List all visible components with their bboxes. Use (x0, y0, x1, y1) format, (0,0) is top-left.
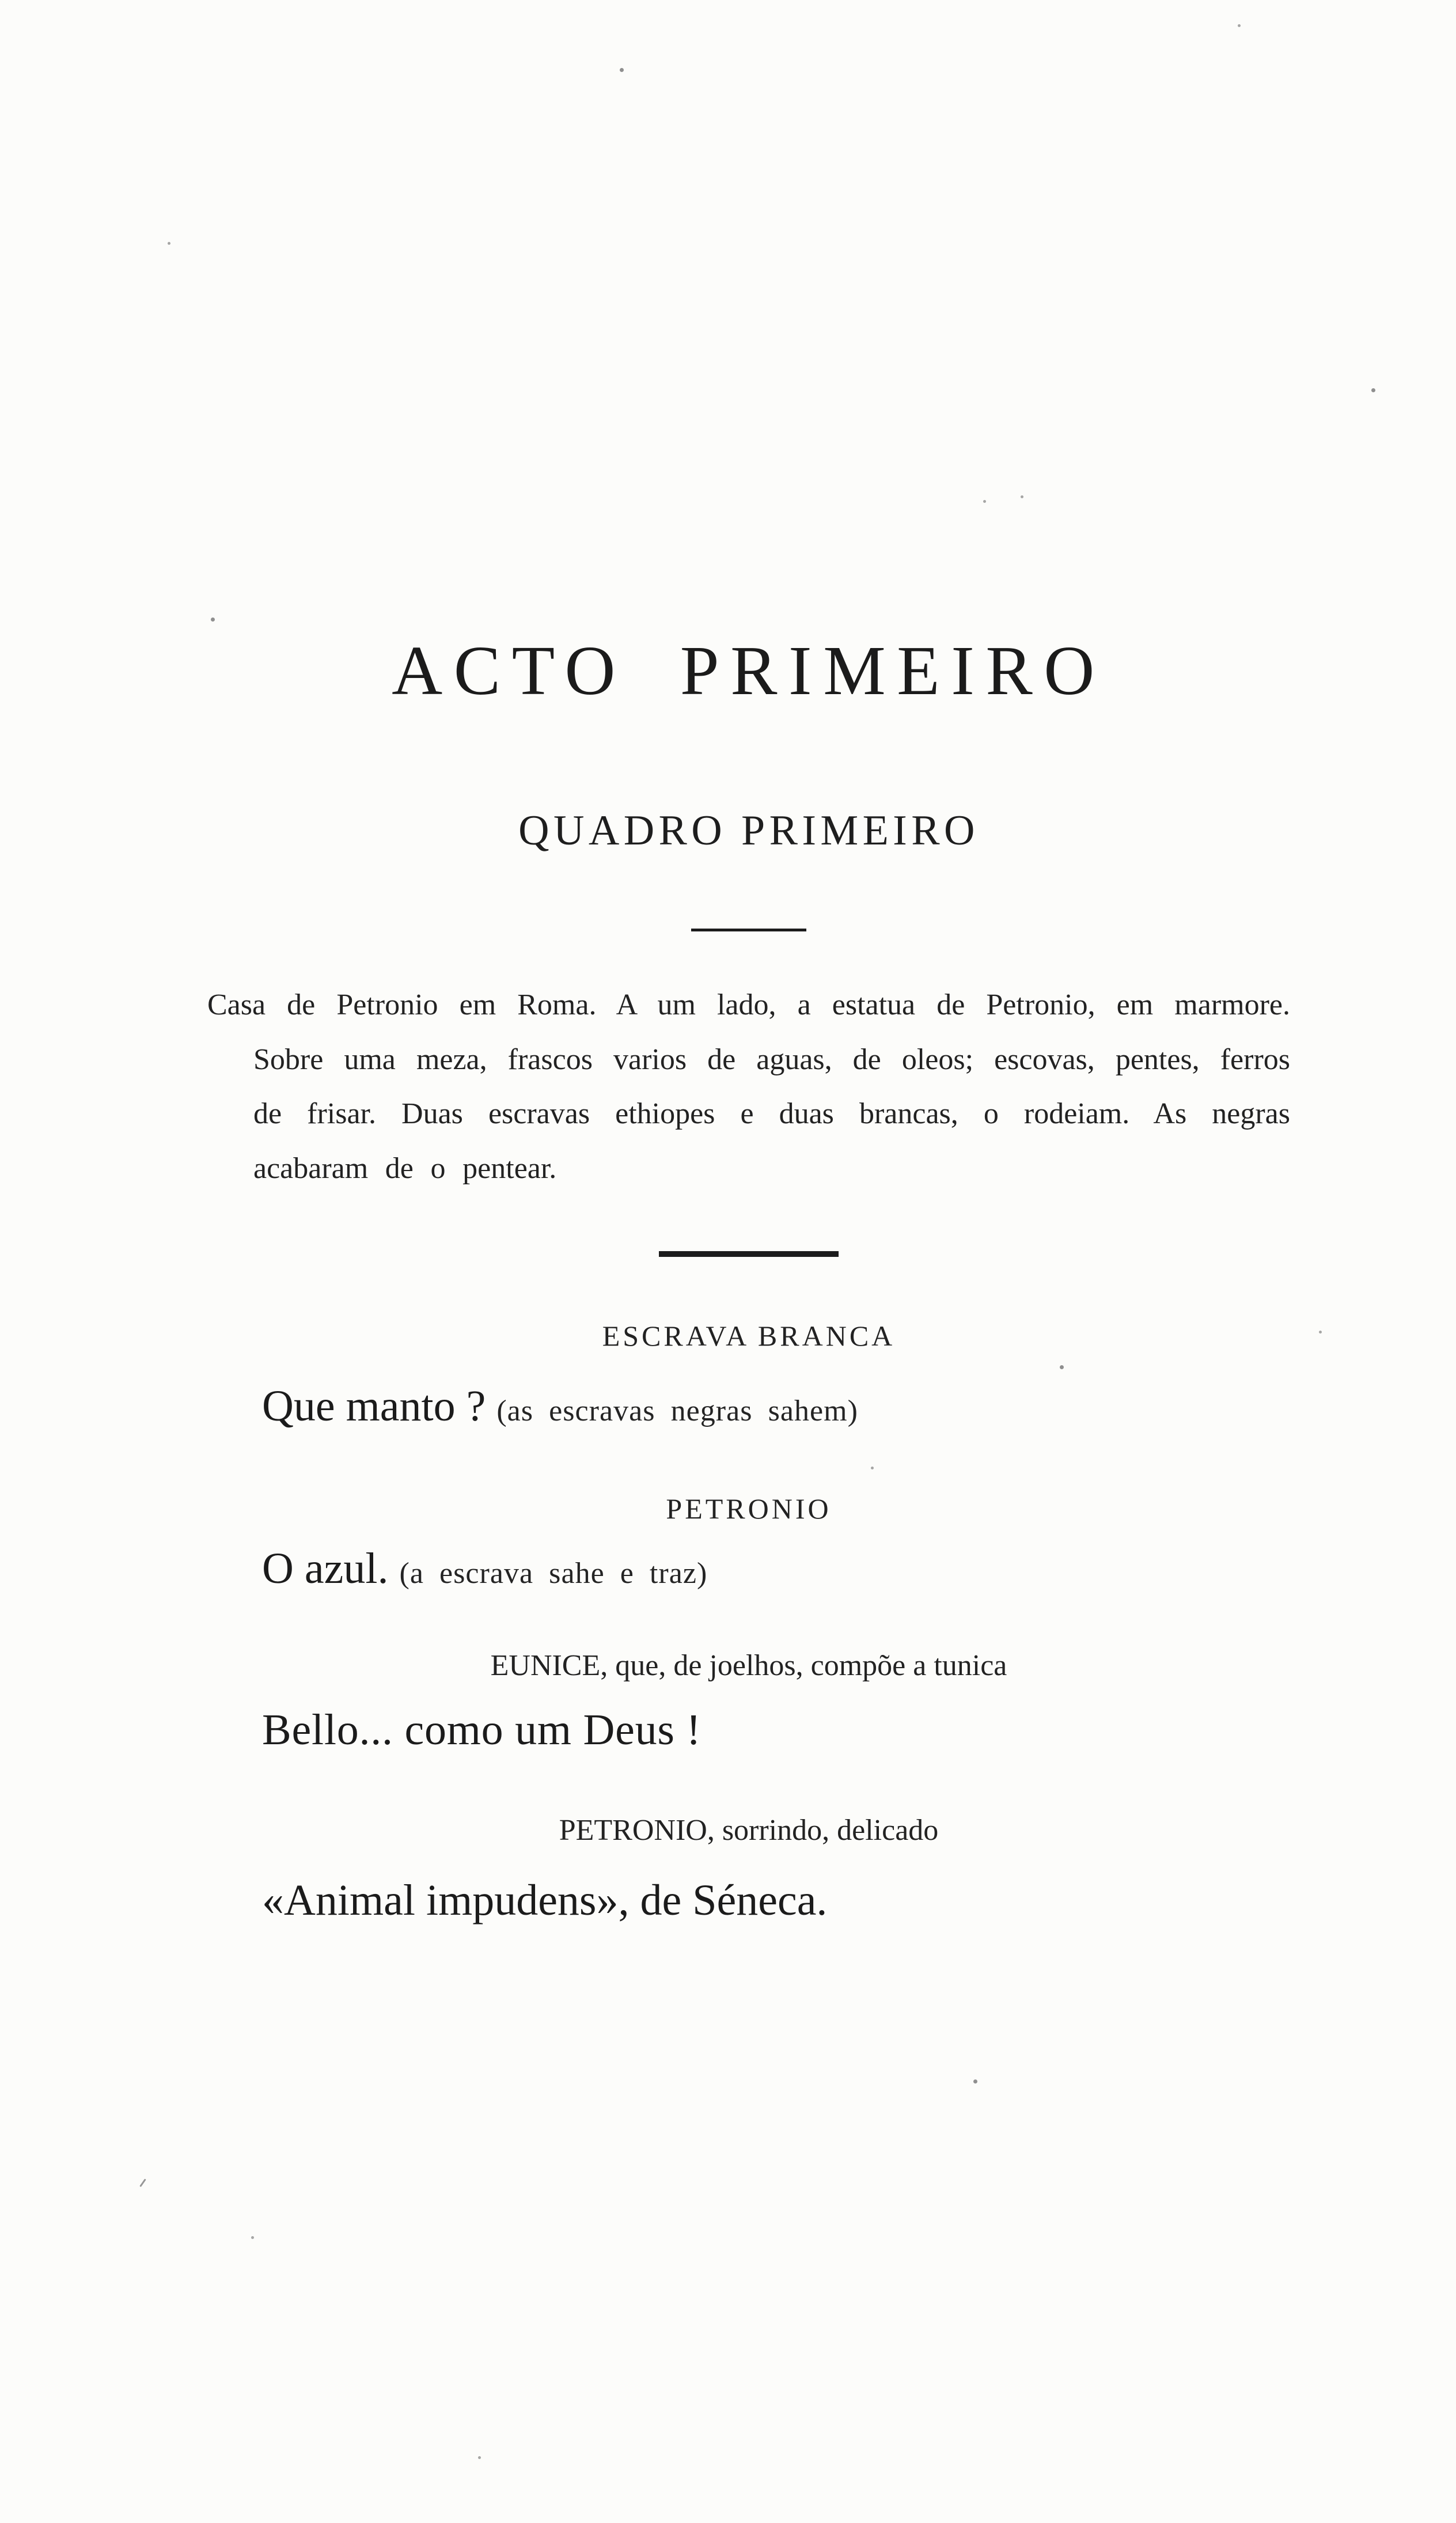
spoken-text: Bello... como um Deus ! (262, 1706, 702, 1754)
page-content (207, 0, 1290, 2523)
speaker-escrava-branca: ESCRAVA BRANCA (602, 1320, 896, 1352)
spoken-text: O azul. (262, 1544, 389, 1593)
inline-stage-direction: (a escrava sahe e traz) (399, 1557, 708, 1590)
dialogue-line-4 (262, 1877, 1299, 1925)
ink-speck (139, 2179, 146, 2187)
inline-stage-direction: (as escravas negras sahem) (496, 1395, 858, 1427)
ink-speck (1319, 1331, 1322, 1334)
ink-speck (168, 242, 170, 245)
short-divider-rule (691, 929, 806, 931)
dialogue-line-2 (262, 1545, 1299, 1593)
act-title: ACTO PRIMEIRO (392, 632, 1106, 710)
speaker-petronio: PETRONIO (666, 1492, 832, 1525)
spoken-text: Que manto ? (262, 1382, 486, 1430)
stage-direction: Casa de Petronio em Roma. A um lado, a estatua de Petronio, em marmore. Sobre uma meza, frascos varios de aguas, de oleos; escovas, pentes, ferros de frisar. Duas escravas ethiopes e duas brancas, o rodeiam. As negras acabaram de o pentear. (207, 988, 1290, 1185)
thick-divider-rule (659, 1251, 839, 1257)
ink-speck (1371, 388, 1375, 392)
speaker-petronio-sorrindo: PETRONIO, sorrindo, delicado (559, 1814, 939, 1847)
dialogue-line-1 (262, 1382, 1299, 1431)
scene-title: QUADRO PRIMEIRO (518, 807, 979, 854)
speaker-eunice: EUNICE, que, de joelhos, compõe a tunica (490, 1649, 1007, 1682)
dialogue-line-3 (262, 1706, 1299, 1755)
spoken-text: «Animal impudens», de Séneca. (262, 1876, 828, 1925)
